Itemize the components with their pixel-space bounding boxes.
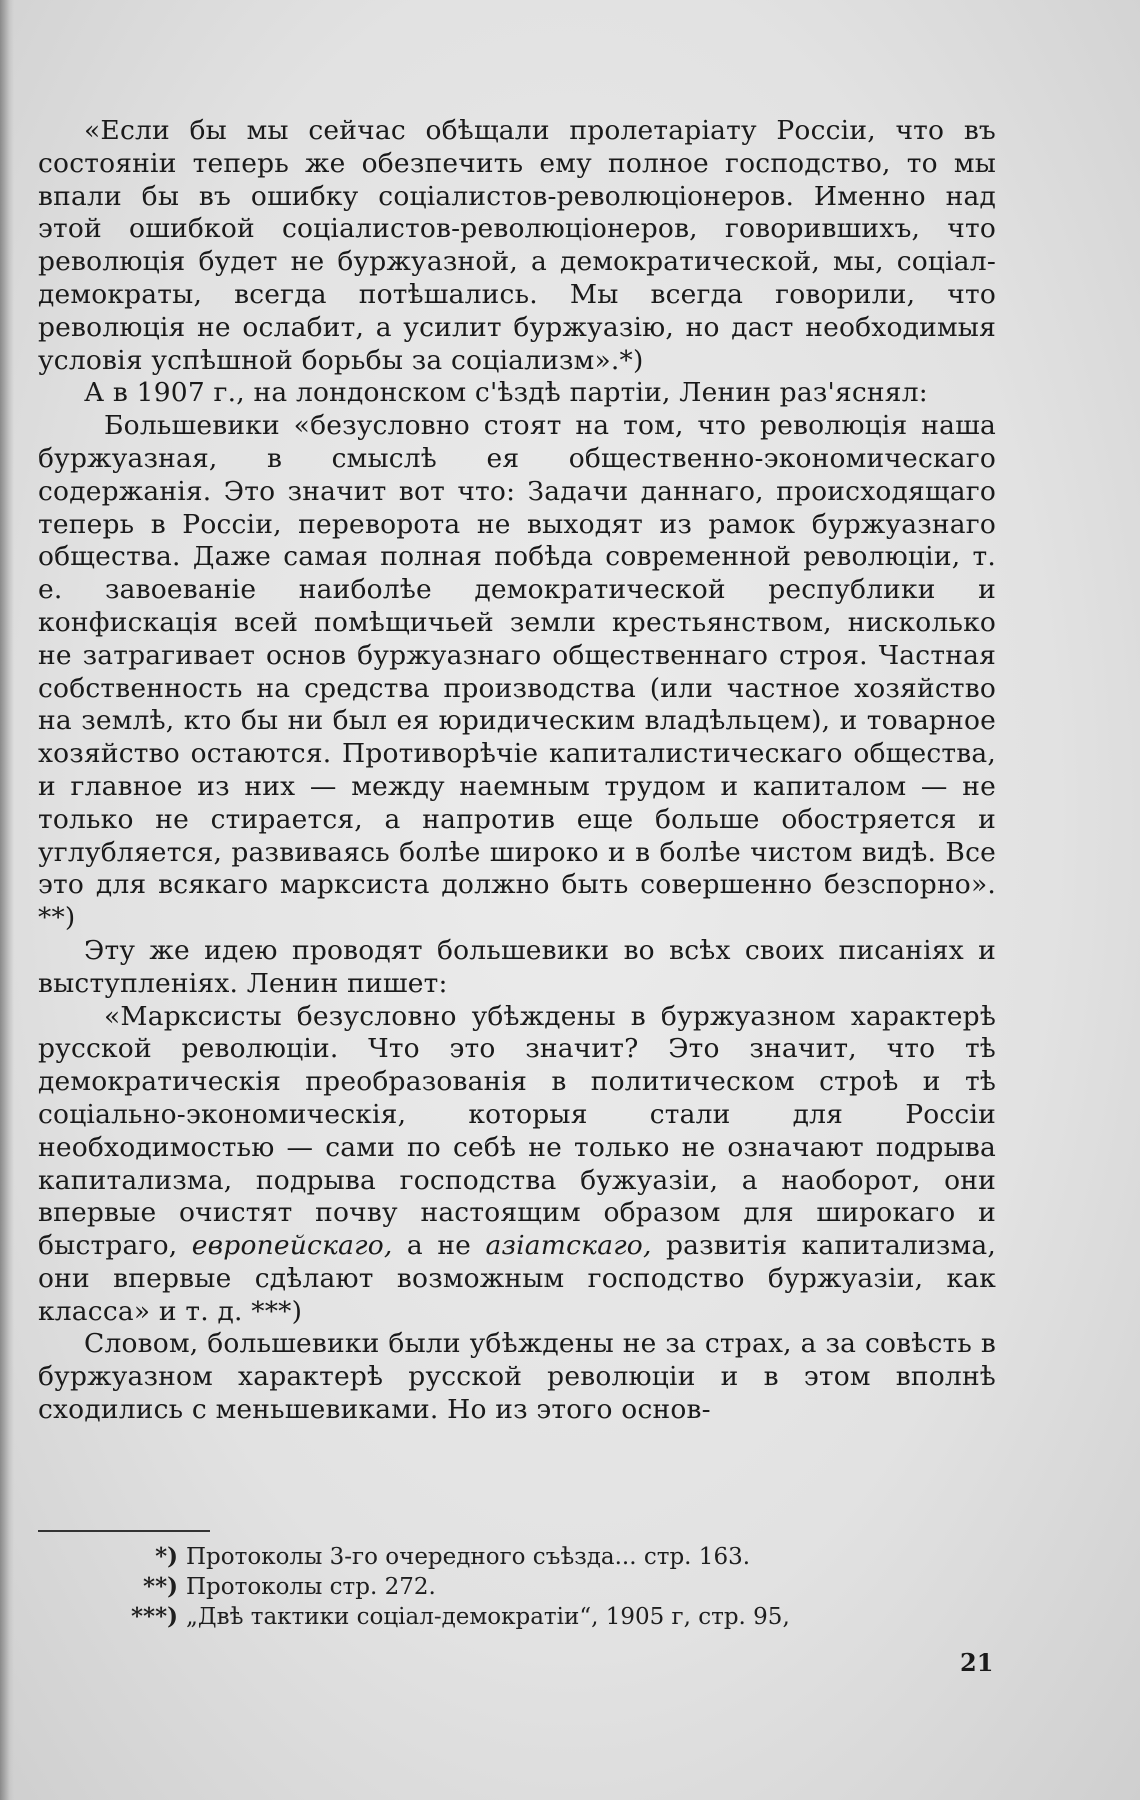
paragraph — [38, 935, 996, 1001]
text-segment: «Если бы мы сейчас обѣщали пролетаріату Россіи, что въ состояніи теперь же обезпечить ему полное господство, то мы впали бы въ ошибку соціалистов-революціонеров. Именно над этой ошибкой соціалистов-революціонеров, говорившихъ, что революція будет не буржуазной, а демократической, мы, соціал-демократы, всегда потѣшались. Мы всегда говорили, что революція не ослабит, а усилит буржуазію, но даст необходимыя условія успѣшной борьбы за соціализм».*) — [38, 115, 996, 376]
paragraph — [38, 115, 996, 377]
footnote-text: Протоколы 3-го очередного съѣзда... стр. 163. — [186, 1544, 751, 1570]
paragraph — [38, 1001, 996, 1329]
footnote-1 — [38, 1542, 996, 1572]
text-segment: а не — [392, 1230, 486, 1262]
footnote-mark: **) — [143, 1573, 178, 1600]
text-segment: «Марксисты безусловно убѣждены в буржуазном характерѣ русской революціи. Что это значит? Это значит, что тѣ демократическія преобразованія в политическом строѣ и тѣ соціально-экономическія, которыя стали для Россіи необходимостью — сами по себѣ не только не означают подрыва капитализма, подрыва господства бужуазіи, а наоборот, они впервые очистят почву настоящим образом для широкаго и быстраго, — [38, 1000, 996, 1262]
text-segment: Словом, большевики были убѣждены не за страх, а за совѣсть в буржуазном характерѣ русской революціи и в этом вполнѣ сходились с меньшевиками. Но из этого основ- — [38, 1328, 996, 1426]
text-segment: А в 1907 г., на лондонском с'ѣздѣ партіи, Ленин раз'яснял: — [84, 377, 928, 409]
emphasized-text: азіатскаго, — [485, 1230, 652, 1262]
footnote-separator — [38, 1530, 210, 1532]
text-segment: Большевики «безусловно стоят на том, что революція наша буржуазная, в смыслѣ ея общественно-экономическаго содержанія. Это значит вот что: Задачи даннаго, происходящаго теперь в Россіи, переворота не выходят из рамок буржуазнаго общества. Даже самая полная побѣда современной революціи, т. е. завоеваніе наиболѣе демократической республики и конфискація всей помѣщичьей земли крестьянством, нисколько не затрагивает основ буржуазнаго общественнаго строя. Частная собственность на средства производства (или частное хозяйство на землѣ, кто бы ни был ея юридическим владѣльцем), и товарное хозяйство остаются. Противорѣчіе капиталистическаго общества, и главное из них — между наемным трудом и капиталом — не только не стирается, а напротив еще больше обостряется и углубляется, развиваясь болѣе широко и в болѣе чистом видѣ. Все это для всякаго марксиста должно быть совершенно безспорно». **) — [38, 410, 996, 934]
footnote-3 — [38, 1602, 996, 1632]
paragraph — [38, 410, 996, 935]
footnote-mark: *) — [155, 1543, 178, 1570]
footnotes-section — [38, 1530, 996, 1632]
footnote-2 — [38, 1572, 996, 1602]
footnote-text: „Двѣ тактики соціал-демократіи“, 1905 г, стр. 95, — [186, 1604, 790, 1630]
main-text — [38, 115, 996, 1427]
text-segment: развитія капитализма, они впервые сдѣлают возможным господство буржуазіи, как класса» и т. д. ***) — [38, 1230, 996, 1327]
page-number: 21 — [960, 1648, 994, 1677]
emphasized-text: европейскаго, — [191, 1230, 393, 1262]
paragraph — [38, 377, 996, 410]
footnote-mark: ***) — [131, 1603, 178, 1630]
paragraph — [38, 1328, 996, 1426]
footnote-text: Протоколы стр. 272. — [186, 1574, 436, 1600]
text-segment: Эту же идею проводят большевики во всѣх своих писаніях и выступленіях. Ленин пишет: — [38, 934, 996, 999]
